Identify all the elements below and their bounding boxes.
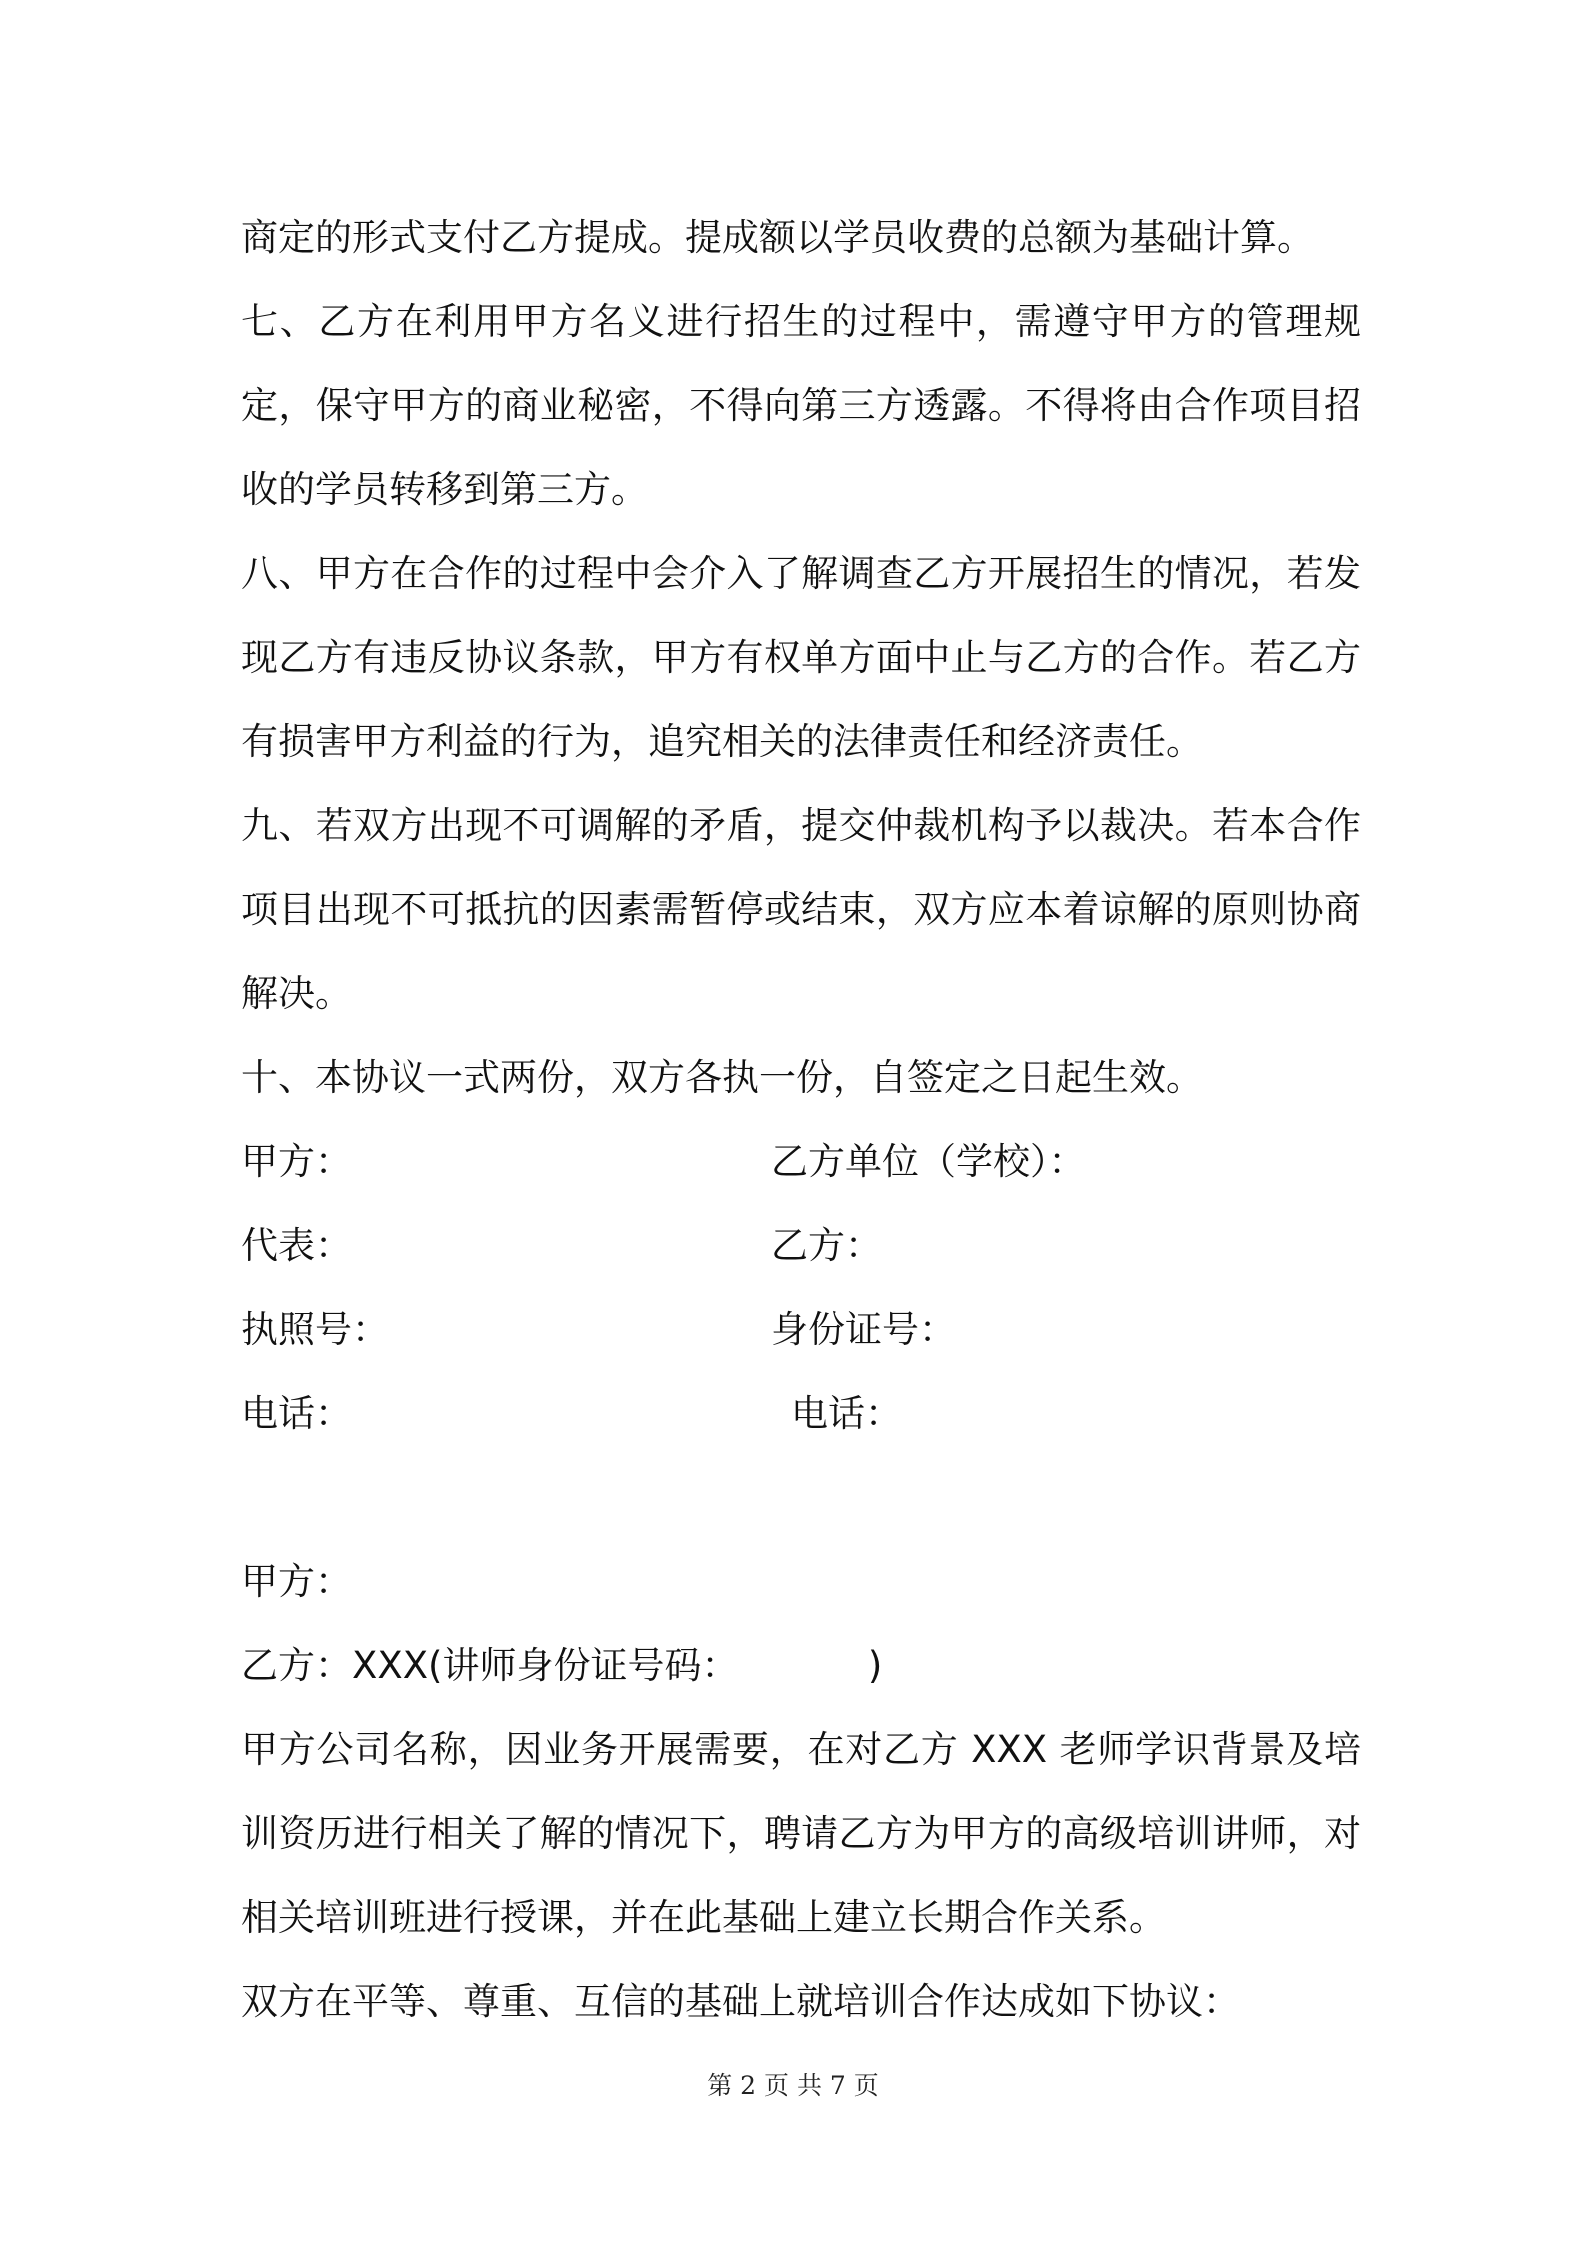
spacer: [241, 1456, 1361, 1540]
representative-label: 代表：: [241, 1224, 352, 1267]
paragraph-commission: 商定的形式支付乙方提成。提成额以学员收费的总额为基础计算。: [241, 216, 1314, 259]
party-a-label: 甲方：: [241, 1140, 352, 1183]
second-party-b-line: 乙方：XXX(讲师身份证号码： ): [241, 1644, 883, 1687]
signature-row-parties: [241, 1120, 1361, 1204]
id-number-label: 身份证号：: [771, 1308, 956, 1351]
document-body: [241, 196, 1361, 2044]
page-number-footer: 第 2 页 共 7 页: [707, 2071, 879, 2100]
signature-row-ids: [241, 1288, 1361, 1372]
signature-row-phones: [241, 1372, 1361, 1456]
party-b-unit-label: 乙方单位（学校）：: [771, 1140, 1086, 1183]
paragraph-clause-9: 九、若双方出现不可调解的矛盾，提交仲裁机构予以裁决。若本合作项目出现不可抵抗的因素需暂停或结束，双方应本着谅解的原则协商解决。: [241, 804, 1361, 1015]
second-agreement-statement: 双方在平等、尊重、互信的基础上就培训合作达成如下协议：: [241, 1980, 1240, 2023]
license-number-label: 执照号：: [241, 1308, 389, 1351]
party-b-label: 乙方：: [771, 1224, 882, 1267]
phone-right-label: 电话：: [791, 1392, 902, 1435]
second-agreement-intro: 甲方公司名称，因业务开展需要，在对乙方 XXX 老师学识背景及培训资历进行相关了解的情况下，聘请乙方为甲方的高级培训讲师，对相关培训班进行授课，并在此基础上建立长期合作关系。: [241, 1728, 1361, 1939]
paragraph-clause-7: 七、乙方在利用甲方名义进行招生的过程中，需遵守甲方的管理规定，保守甲方的商业秘密，不得向第三方透露。不得将由合作项目招收的学员转移到第三方。: [241, 300, 1361, 511]
paragraph-clause-10: 十、本协议一式两份，双方各执一份，自签定之日起生效。: [241, 1056, 1203, 1099]
paragraph-clause-8: 八、甲方在合作的过程中会介入了解调查乙方开展招生的情况，若发现乙方有违反协议条款，甲方有权单方面中止与乙方的合作。若乙方有损害甲方利益的行为，追究相关的法律责任和经济责任。: [241, 552, 1361, 763]
second-party-a-label: 甲方：: [241, 1560, 352, 1603]
phone-left-label: 电话：: [241, 1392, 352, 1435]
signature-row-representatives: [241, 1204, 1361, 1288]
